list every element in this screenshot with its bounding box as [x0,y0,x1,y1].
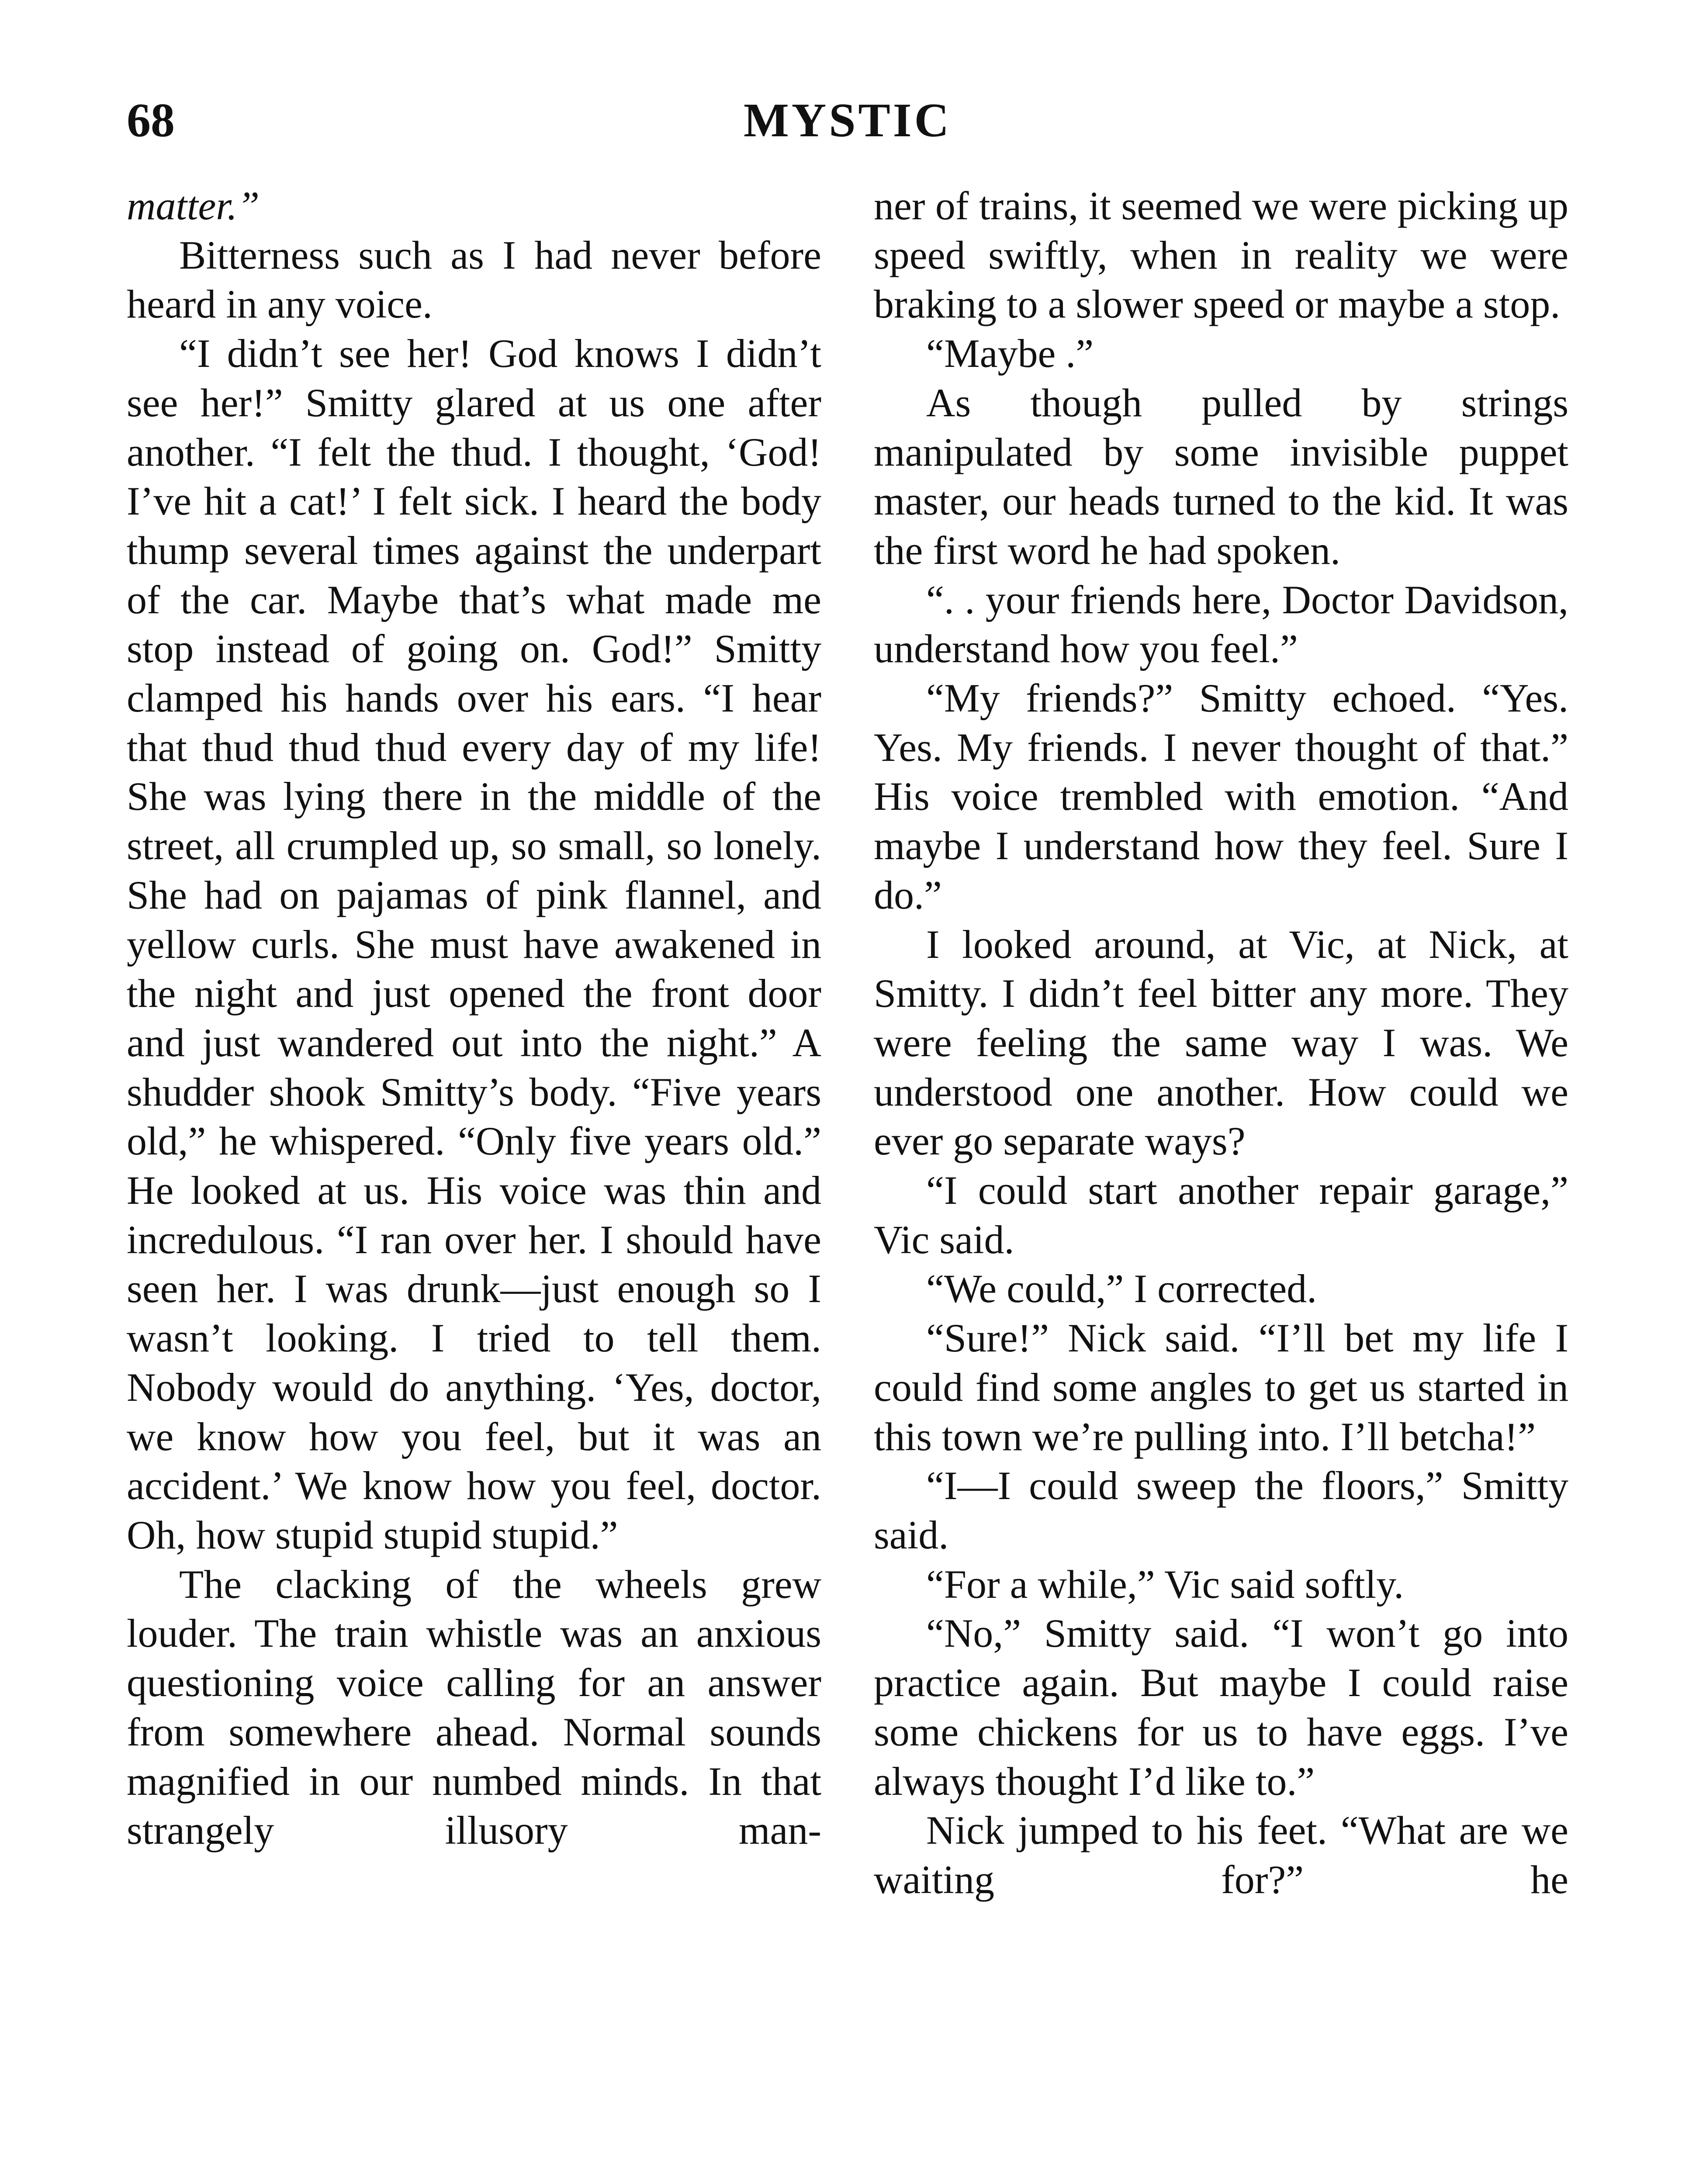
paragraph: “I—I could sweep the floors,” Smitty said. [874,1463,1568,1557]
paragraph: Nick jumped to his feet. “What are we waiting for?” he [874,1808,1568,1902]
paragraph: “No,” Smitty said. “I won’t go into practice again. But maybe I could raise some chickens for us to have eggs. I’ve always thought I’d like to.” [874,1611,1568,1804]
paragraph: “I didn’t see her! God knows I didn’t see her!” Smitty glared at us one after another. “I felt the thud. I thought, ‘God! I’ve hit a cat!’ I felt sick. I heard the body thump several times against the underpart of the car. Maybe that’s what made me stop instead of going on. God!” Smitty clamped his hands over his ears. “I hear that thud thud thud every day of my life! She was lying there in the middle of the street, all crumpled up, so small, so lonely. She had on pajamas of pink flannel, and yellow curls. She must have awakened in the night and just opened the front door and just wandered out into the night.” A shudder shook Smitty’s body. “Five years old,” he whispered. “Only five years old.” He looked at us. His voice was thin and incredulous. “I ran over her. I should have seen her. I was drunk—just enough so I wasn’t looking. I tried to tell them. Nobody would do anything. ‘Yes, doctor, we know how you feel, but it was an accident.’ We know how you feel, doctor. Oh, how stupid stupid stupid.” [127,331,821,1557]
paragraph: As though pulled by strings manipulated by some invisible puppet master, our heads turned to the kid. It was the first word he had spoken. [874,380,1568,573]
paragraph: ner of trains, it seemed we were picking up speed swiftly, when in reality we were braking to a slower speed or maybe a stop. [874,183,1568,327]
page-number: 68 [127,93,175,147]
paragraph: matter.” [127,183,260,228]
left-column [127,181,821,1855]
page-header [127,90,1568,151]
paragraph: “Maybe .” [926,331,1094,376]
paragraph: Bitterness such as I had never before heard in any voice. [127,232,821,327]
paragraph: “I could start another repair garage,” Vic said. [874,1168,1568,1262]
paragraph: The clacking of the wheels grew louder. The train whistle was an anxious questioning voice calling for an answer from somewhere ahead. Normal sounds magnified in our numbed minds. In that strangely illusory man- [127,1562,821,1853]
paragraph: “My friends?” Smitty echoed. “Yes. Yes. My friends. I never thought of that.” His voice trembled with emotion. “And maybe I understand how they feel. Sure I do.” [874,676,1568,917]
paragraph: “. . your friends here, Doctor Davidson, understand how you feel.” [874,577,1568,671]
paragraph: “We could,” I corrected. [926,1266,1317,1311]
right-column [874,181,1568,1904]
paragraph: I looked around, at Vic, at Nick, at Smitty. I didn’t feel bitter any more. They were feeling the same way I was. We understood one another. How could we ever go separate ways? [874,922,1568,1164]
paragraph: “Sure!” Nick said. “I’ll bet my life I could find some angles to get us started in this town we’re pulling into. I’ll betcha!” [874,1316,1568,1459]
running-title: MYSTIC [743,93,952,147]
paragraph: “For a while,” Vic said softly. [926,1562,1404,1607]
